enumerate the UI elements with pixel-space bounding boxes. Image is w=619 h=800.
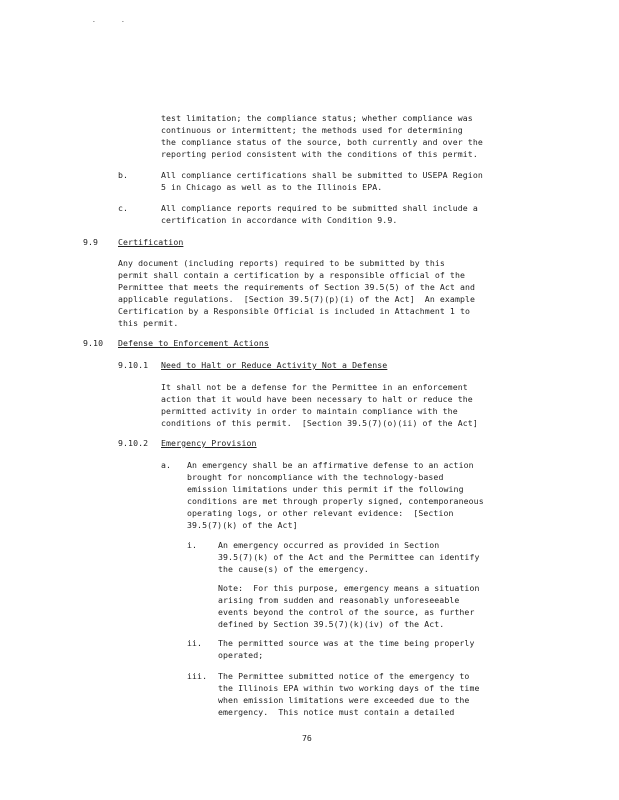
text-line: permit shall contain a certification by a responsible official of the <box>118 270 466 280</box>
section-number: 9.9 <box>83 237 99 247</box>
text-line: An emergency shall be an affirmative defense to an action <box>187 460 474 470</box>
text-line: certification in accordance with Condition 9.9. <box>161 215 398 225</box>
section-heading: Emergency Provision <box>161 438 257 448</box>
text-line: All compliance reports required to be submitted shall include a <box>161 203 478 213</box>
section-number: 9.10.1 <box>118 360 149 370</box>
item-marker: iii. <box>187 671 208 681</box>
text-line: the Illinois EPA within two working days of the time <box>218 683 480 693</box>
text-line: conditions are met through properly signed, contemporaneous <box>187 496 484 506</box>
note-line: arising from sudden and reasonably unforeseeable <box>218 595 460 605</box>
text-line: emission limitations under this permit if the following <box>187 484 464 494</box>
text-line: 39.5(7)(k) of the Act and the Permittee can identify <box>218 552 480 562</box>
note-line: events beyond the control of the source, as further <box>218 607 475 617</box>
text-line: continuous or intermittent; the methods used for determining <box>161 125 463 135</box>
section-heading: Need to Halt or Reduce Activity Not a Defense <box>161 360 388 370</box>
text-line: conditions of this permit. [Section 39.5(7)(o)(ii) of the Act] <box>161 418 478 428</box>
item-marker: a. <box>161 460 172 470</box>
text-line: 5 in Chicago as well as to the Illinois EPA. <box>161 182 383 192</box>
text-line: operating logs, or other relevant evidence: [Section <box>187 508 454 518</box>
text-line: The permitted source was at the time being properly <box>218 638 475 648</box>
text-line: brought for noncompliance with the technology-based <box>187 472 444 482</box>
text-line: Permittee that meets the requirements of Section 39.5(5) of the Act and <box>118 282 476 292</box>
text-line: Any document (including reports) required to be submitted by this <box>118 258 445 268</box>
text-line: It shall not be a defense for the Permittee in an enforcement <box>161 382 468 392</box>
text-line: 39.5(7)(k) of the Act] <box>187 520 298 530</box>
text-line: permitted activity in order to maintain compliance with the <box>161 406 458 416</box>
page-number: 76 <box>302 733 312 743</box>
note-line: Note: For this purpose, emergency means a situation <box>218 583 480 593</box>
text-line: action that it would have been necessary to halt or reduce the <box>161 394 473 404</box>
text-line: operated; <box>218 650 264 660</box>
text-line: this permit. <box>118 318 179 328</box>
scan-mark-right: - <box>121 18 125 25</box>
item-marker: i. <box>187 540 198 550</box>
text-line: when emission limitations were exceeded due to the <box>218 695 470 705</box>
text-line: test limitation; the compliance status; whether compliance was <box>161 113 473 123</box>
section-number: 9.10 <box>83 338 104 348</box>
item-marker: c. <box>118 203 129 213</box>
section-heading: Certification <box>118 237 184 247</box>
text-line: The Permittee submitted notice of the emergency to <box>218 671 470 681</box>
note-line: defined by Section 39.5(7)(k)(iv) of the Act. <box>218 619 445 629</box>
text-line: Certification by a Responsible Official is included in Attachment 1 to <box>118 306 471 316</box>
text-line: All compliance certifications shall be submitted to USEPA Region <box>161 170 483 180</box>
text-line: applicable regulations. [Section 39.5(7)(p)(i) of the Act] An example <box>118 294 476 304</box>
item-marker: ii. <box>187 638 203 648</box>
section-heading: Defense to Enforcement Actions <box>118 338 269 348</box>
text-line: the cause(s) of the emergency. <box>218 564 369 574</box>
item-marker: b. <box>118 170 129 180</box>
text-line: the compliance status of the source, both currently and over the <box>161 137 483 147</box>
scan-mark-left: - <box>92 18 96 25</box>
text-line: An emergency occurred as provided in Section <box>218 540 440 550</box>
section-number: 9.10.2 <box>118 438 149 448</box>
text-line: reporting period consistent with the conditions of this permit. <box>161 149 478 159</box>
text-line: emergency. This notice must contain a detailed <box>218 707 455 717</box>
